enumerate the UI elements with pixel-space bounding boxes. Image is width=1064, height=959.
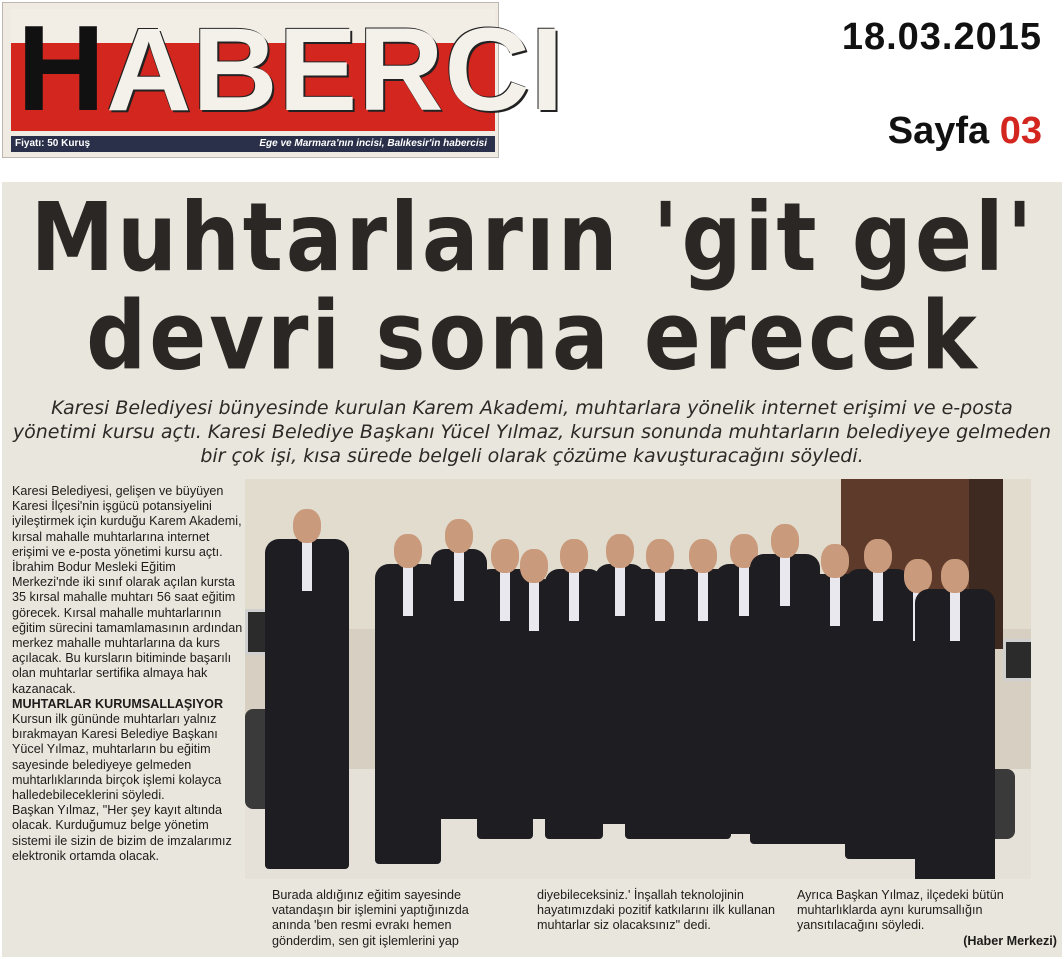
photo-person-head xyxy=(689,539,717,573)
photo-person-shirt xyxy=(403,566,413,616)
masthead-price: Fiyatı: 50 Kuruş xyxy=(15,138,91,149)
headline-line-2: devri sona erecek xyxy=(86,280,980,391)
masthead-logo: HABERCI xyxy=(17,0,565,136)
photo-person-head xyxy=(520,549,548,583)
photo-person-head xyxy=(771,524,799,558)
photo-person-shirt xyxy=(950,591,960,641)
publication-date: 18.03.2015 xyxy=(841,16,1042,58)
article-column-1 xyxy=(12,484,244,864)
article-column-2: Burada aldığınız eğitim sayesinde vatandaşın bir işlemini yaptığınızda anında 'ben resmi evrakı hemen gönderdim, sen git işlemlerini yap xyxy=(272,888,469,948)
photo-person-head xyxy=(394,534,422,568)
article-clipping xyxy=(2,182,1062,957)
article-subheading: MUHTARLAR KURUMSALLAŞIYOR xyxy=(12,696,224,711)
photo-monitor xyxy=(1003,639,1031,681)
photo-person-shirt xyxy=(830,576,840,626)
photo-person-shirt xyxy=(615,566,625,616)
photo-person-head xyxy=(646,539,674,573)
page-reference xyxy=(888,110,1042,153)
article-paragraph: Ayrıca Başkan Yılmaz, ilçedeki bütün muhtarlıklarda aynı kurumsallığın yansıtılacağını söyledi. xyxy=(797,888,1004,933)
article-byline: (Haber Merkezi) xyxy=(963,933,1057,948)
article-spot: Karesi Belediyesi bünyesinde kurulan Karem Akademi, muhtarlara yönelik internet erişimi ve e-posta yönetimi kursu açtı. Karesi Belediye Başkanı Yücel Yılmaz, kursun sonunda muhtarların belediyeye gelmeden bir çok işi, kısa sürede belgeli olarak çözüme kavuşturacağını söyledi. xyxy=(12,397,1052,467)
article-paragraph: Kursun ilk gününde muhtarları yalnız bırakmayan Karesi Belediye Başkanı Yücel Yılmaz, muhtarların bu eğitim sayesinde belediyeye gelmeden muhtarlıklarında birçok işlemi kolayca halledebileceklerini söyledi. xyxy=(12,712,222,803)
photo-person xyxy=(915,559,995,879)
masthead-slogan: Ege ve Marmara'nın incisi, Balıkesir'in habercisi xyxy=(259,138,487,149)
photo-person-head xyxy=(560,539,588,573)
article-paragraph: Karesi Belediyesi, gelişen ve büyüyen Karesi İlçesi'nin işgücü potansiyelini iyileştirmek için kurduğu Karem Akademi, kırsal mahalle muhtarlarına internet erişimi ve e-posta yönetimi kursu açtı. İbrahim Bodur Mesleki Eğitim Merkezi'nde iki sınıf olarak açılan kursta 35 kırsal mahalle muhtarı 56 saat eğitim görecek. Kırsal mahalle muhtarlarının eğitim sürecini tamamlamasının ardından merkez mahalle muhtarlarına da kurs açılacak. Bu kursların bitiminde başarılı olan muhtarlar sertifika almaya hak kazanacak. xyxy=(12,484,243,696)
photo-person-shirt xyxy=(302,541,312,591)
photo-person-shirt xyxy=(454,551,464,601)
photo-person-shirt xyxy=(739,566,749,616)
photo-person-head xyxy=(941,559,969,593)
photo-person-shirt xyxy=(655,571,665,621)
photo-person-shirt xyxy=(780,556,790,606)
photo-person-shirt xyxy=(500,571,510,621)
photo-person-shirt xyxy=(529,581,539,631)
article-paragraph: Başkan Yılmaz, "Her şey kayıt altında olacak. Kurduğumuz belge yönetim sistemi ile sizin de bizim de imzalarımız elektronik ortamda olacak. xyxy=(12,803,232,863)
photo-person-head xyxy=(445,519,473,553)
headline-line-1: Muhtarların 'git gel' xyxy=(30,182,1036,293)
article-headline xyxy=(8,182,1058,391)
article-column-3: diyebileceksiniz.' İnşallah teknolojinin hayatımızdaki pozitif katkılarını ilk kullanan muhtarlar siz olacaksınız" dedi. xyxy=(537,888,775,933)
newspaper-masthead xyxy=(2,0,565,158)
article-photo xyxy=(245,479,1031,879)
photo-person-head xyxy=(293,509,321,543)
page-label: Sayfa xyxy=(887,110,990,152)
masthead-bar xyxy=(11,136,495,152)
photo-person xyxy=(265,509,349,869)
photo-person-shirt xyxy=(698,571,708,621)
article-column-4 xyxy=(797,888,1057,949)
photo-person-shirt xyxy=(873,571,883,621)
photo-person-shirt xyxy=(569,571,579,621)
page-number: 03 xyxy=(999,110,1042,152)
